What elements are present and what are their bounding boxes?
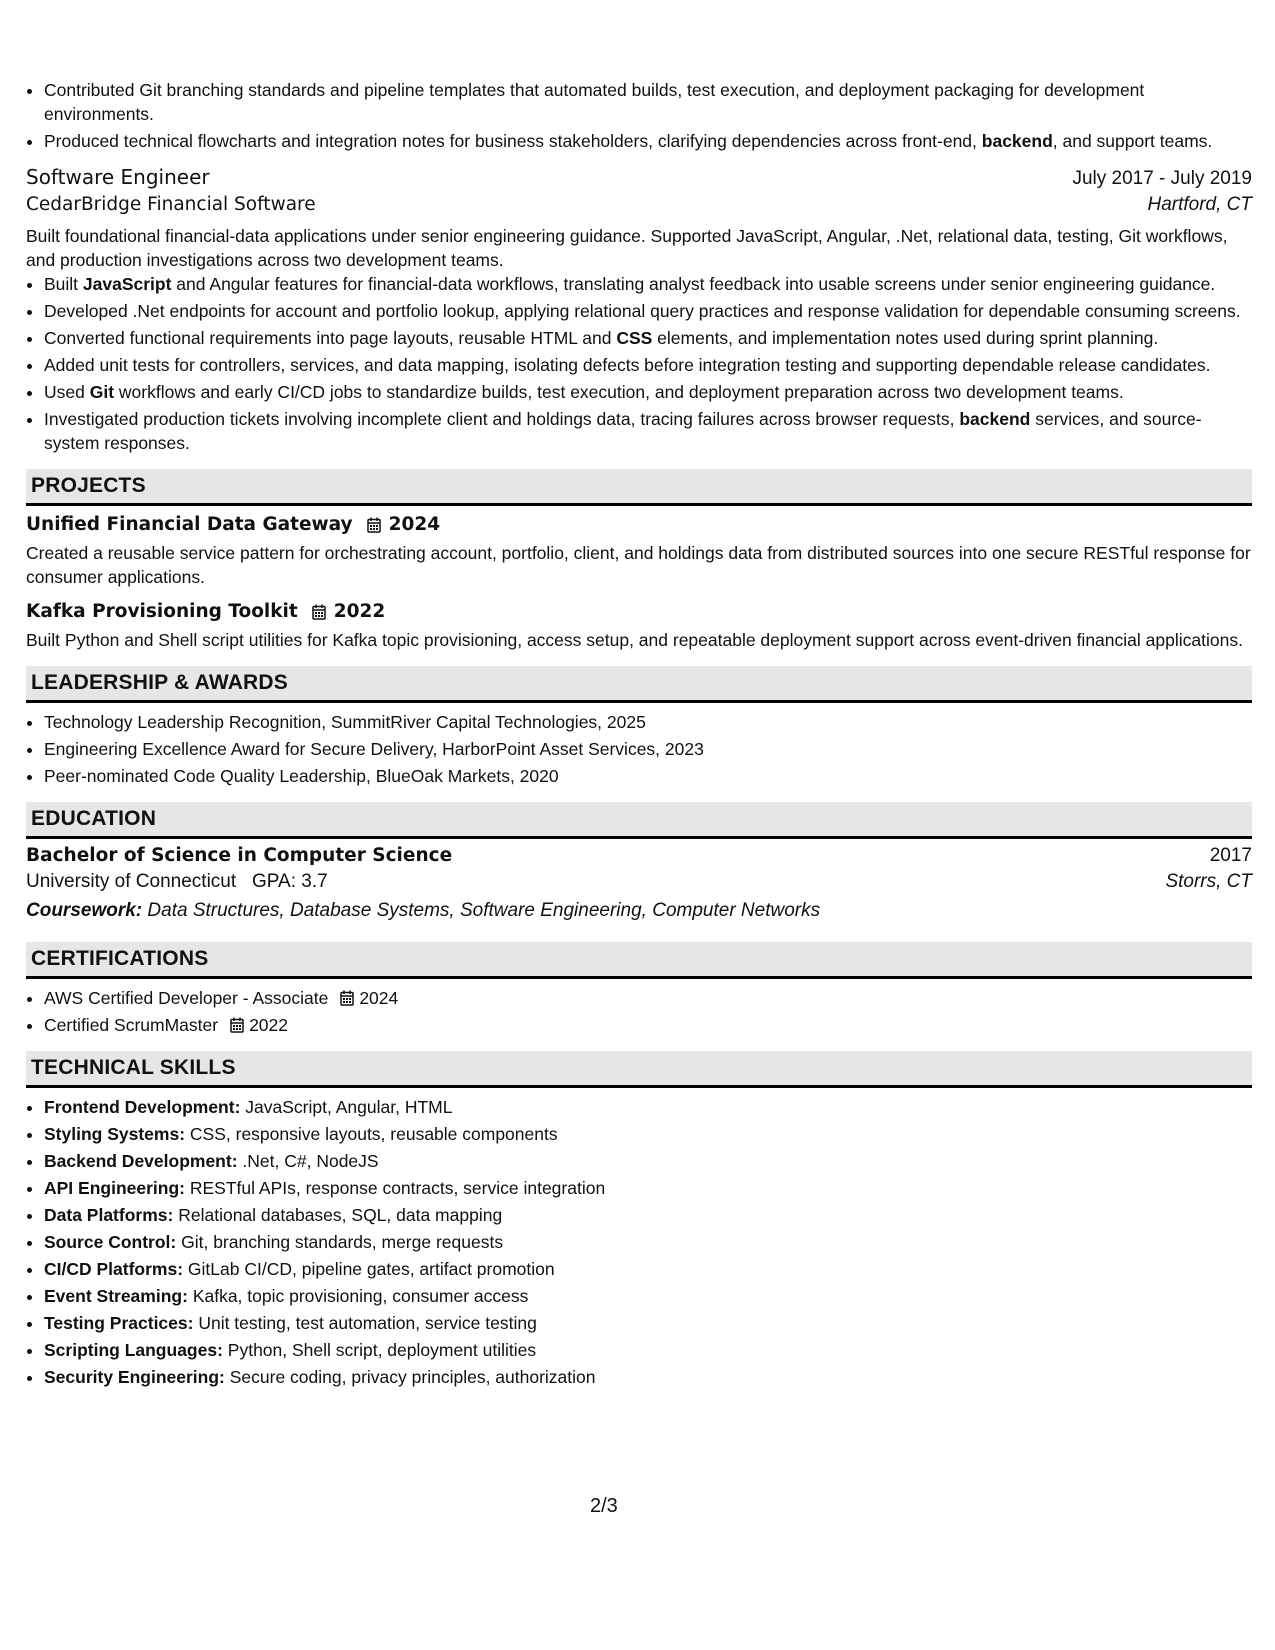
education-coursework bbox=[26, 900, 1252, 922]
skill-label: Security Engineering: bbox=[44, 1367, 225, 1387]
award-item: • Technology Leadership Recognition, SummitRiver Capital Technologies, 2025 bbox=[44, 710, 1252, 734]
project-item bbox=[26, 601, 1252, 652]
skill-item bbox=[44, 1257, 1252, 1281]
skill-item bbox=[44, 1338, 1252, 1362]
skill-value: Kafka, topic provisioning, consumer access bbox=[192, 1286, 529, 1306]
skill-item bbox=[44, 1365, 1252, 1389]
skill-item bbox=[44, 1095, 1252, 1119]
project-description: Created a reusable service pattern for orchestrating account, portfolio, client, and holdings data from distributed sources into one secure RESTful response for consumer applications. bbox=[26, 543, 1251, 587]
role-entry bbox=[26, 165, 1252, 455]
skill-value: Unit testing, test automation, service testing bbox=[198, 1313, 537, 1333]
project-description: Built Python and Shell script utilities for Kafka topic provisioning, access setup, and repeatable deployment support across event-driven financial applications. bbox=[26, 630, 1243, 650]
bullet-text: elements, and implementation notes used during sprint planning. bbox=[652, 328, 1159, 348]
bullet-text: services, and source-system responses. bbox=[44, 409, 1202, 453]
award-item: • Peer-nominated Code Quality Leadership, BlueOak Markets, 2020 bbox=[44, 764, 1252, 788]
skill-item bbox=[44, 1311, 1252, 1335]
calendar-icon bbox=[367, 517, 381, 533]
certifications-list bbox=[26, 986, 1252, 1037]
education-gpa: GPA: 3.7 bbox=[252, 871, 328, 892]
calendar-icon bbox=[312, 604, 326, 620]
leadership-list bbox=[26, 710, 1252, 788]
bullet-item bbox=[44, 78, 1252, 126]
bullet-item bbox=[44, 299, 1252, 323]
bullet-item bbox=[44, 129, 1252, 153]
skill-label: API Engineering: bbox=[44, 1178, 185, 1198]
skill-label: Styling Systems: bbox=[44, 1124, 186, 1144]
project-name: Kafka Provisioning Toolkit bbox=[26, 601, 298, 622]
education-year: 2017 bbox=[1209, 845, 1252, 866]
role-dates: July 2017 - July 2019 bbox=[1072, 168, 1252, 189]
skill-item bbox=[44, 1122, 1252, 1146]
section-heading-skills: TECHNICAL SKILLS bbox=[26, 1051, 1252, 1088]
skill-label: Source Control: bbox=[44, 1232, 177, 1252]
bullet-keyword: Git bbox=[89, 382, 115, 402]
projects-list bbox=[26, 514, 1252, 652]
skill-item bbox=[44, 1230, 1252, 1254]
bullet-text: Developed .Net endpoints for account and portfolio lookup, applying relational query practices and response validation for dependable consuming screens. bbox=[44, 301, 1241, 321]
bullet-item bbox=[44, 326, 1252, 350]
bullet-item bbox=[44, 380, 1252, 404]
bullet-text: Built bbox=[44, 274, 83, 294]
skill-label: Backend Development: bbox=[44, 1151, 238, 1171]
certification-year: 2022 bbox=[249, 1015, 289, 1035]
bullet-text: Produced technical flowcharts and integration notes for business stakeholders, clarifying dependencies across front-end, bbox=[44, 131, 982, 151]
skill-label: Testing Practices: bbox=[44, 1313, 194, 1333]
certification-item bbox=[44, 986, 1252, 1010]
role-bullets bbox=[26, 272, 1252, 455]
page-number: 2/3 bbox=[590, 1495, 618, 1517]
bullet-text: and Angular features for financial-data workflows, translating analyst feedback into usable screens under senior engineering guidance. bbox=[171, 274, 1216, 294]
calendar-icon bbox=[230, 1017, 244, 1033]
skill-label: Data Platforms: bbox=[44, 1205, 174, 1225]
skill-value: JavaScript, Angular, HTML bbox=[245, 1097, 453, 1117]
skill-label: Scripting Languages: bbox=[44, 1340, 223, 1360]
bullet-item bbox=[44, 272, 1252, 296]
bullet-item bbox=[44, 353, 1252, 377]
skill-item bbox=[44, 1284, 1252, 1308]
skill-value: Python, Shell script, deployment utilities bbox=[227, 1340, 537, 1360]
bullet-text: , and support teams. bbox=[1052, 131, 1213, 151]
skill-label: CI/CD Platforms: bbox=[44, 1259, 184, 1279]
bullet-text: Converted functional requirements into page layouts, reusable HTML and bbox=[44, 328, 617, 348]
project-year: 2024 bbox=[388, 514, 441, 535]
project-year: 2022 bbox=[333, 601, 386, 622]
section-heading-projects: PROJECTS bbox=[26, 469, 1252, 506]
bullet-text: Added unit tests for controllers, services, and data mapping, isolating defects before integration testing and supporting dependable release candidates. bbox=[44, 355, 1211, 375]
skills-list bbox=[26, 1095, 1252, 1389]
role-summary: Built foundational financial-data applications under senior engineering guidance. Supported JavaScript, Angular, .Net, relational data, testing, Git workflows, and production investigations across two development teams. bbox=[26, 226, 1228, 270]
skill-value: CSS, responsive layouts, reusable components bbox=[189, 1124, 558, 1144]
education-school-line bbox=[26, 871, 328, 893]
section-heading-certifications: CERTIFICATIONS bbox=[26, 942, 1252, 979]
experience-continued-bullets bbox=[26, 78, 1252, 153]
section-heading-education: EDUCATION bbox=[26, 802, 1252, 839]
education-location: Storrs, CT bbox=[1165, 871, 1252, 892]
bullet-keyword: CSS bbox=[616, 328, 653, 348]
skill-item bbox=[44, 1176, 1252, 1200]
role-location: Hartford, CT bbox=[1147, 194, 1252, 215]
skill-value: Git, branching standards, merge requests bbox=[181, 1232, 504, 1252]
role-title: Software Engineer bbox=[26, 165, 210, 189]
education-degree: Bachelor of Science in Computer Science bbox=[26, 845, 453, 866]
skill-value: RESTful APIs, response contracts, service integration bbox=[189, 1178, 606, 1198]
certification-name: Certified ScrumMaster bbox=[44, 1015, 219, 1035]
skill-value: Secure coding, privacy principles, authorization bbox=[229, 1367, 596, 1387]
skill-value: Relational databases, SQL, data mapping bbox=[178, 1205, 503, 1225]
skill-label: Event Streaming: bbox=[44, 1286, 188, 1306]
project-name: Unified Financial Data Gateway bbox=[26, 514, 353, 535]
bullet-text: Used bbox=[44, 382, 90, 402]
skill-value: GitLab CI/CD, pipeline gates, artifact promotion bbox=[187, 1259, 555, 1279]
skill-item bbox=[44, 1203, 1252, 1227]
section-heading-leadership: LEADERSHIP & AWARDS bbox=[26, 666, 1252, 703]
bullet-text: workflows and early CI/CD jobs to standardize builds, test execution, and deployment preparation across two development teams. bbox=[114, 382, 1124, 402]
skill-item bbox=[44, 1149, 1252, 1173]
bullet-text: Investigated production tickets involving incomplete client and holdings data, tracing failures across browser requests, bbox=[44, 409, 960, 429]
award-item: • Engineering Excellence Award for Secure Delivery, HarborPoint Asset Services, 2023 bbox=[44, 737, 1252, 761]
bullet-text: Contributed Git branching standards and pipeline templates that automated builds, test execution, and deployment packaging for development environments. bbox=[44, 80, 1145, 124]
skill-value: .Net, C#, NodeJS bbox=[242, 1151, 379, 1171]
role-company: CedarBridge Financial Software bbox=[26, 194, 316, 215]
bullet-item bbox=[44, 407, 1252, 455]
coursework-list: Data Structures, Database Systems, Software Engineering, Computer Networks bbox=[147, 900, 821, 921]
education-school: University of Connecticut bbox=[26, 871, 237, 892]
bullet-keyword: backend bbox=[959, 409, 1031, 429]
resume-page bbox=[26, 78, 1252, 1392]
certification-item bbox=[44, 1013, 1252, 1037]
bullet-keyword: backend bbox=[981, 131, 1053, 151]
education-entry bbox=[26, 845, 1252, 922]
coursework-label: Coursework: bbox=[26, 900, 143, 921]
project-item bbox=[26, 514, 1252, 589]
bullet-keyword: JavaScript bbox=[82, 274, 172, 294]
calendar-icon bbox=[340, 990, 354, 1006]
certification-name: AWS Certified Developer - Associate bbox=[44, 988, 329, 1008]
skill-label: Frontend Development: bbox=[44, 1097, 241, 1117]
certification-year: 2024 bbox=[359, 988, 399, 1008]
